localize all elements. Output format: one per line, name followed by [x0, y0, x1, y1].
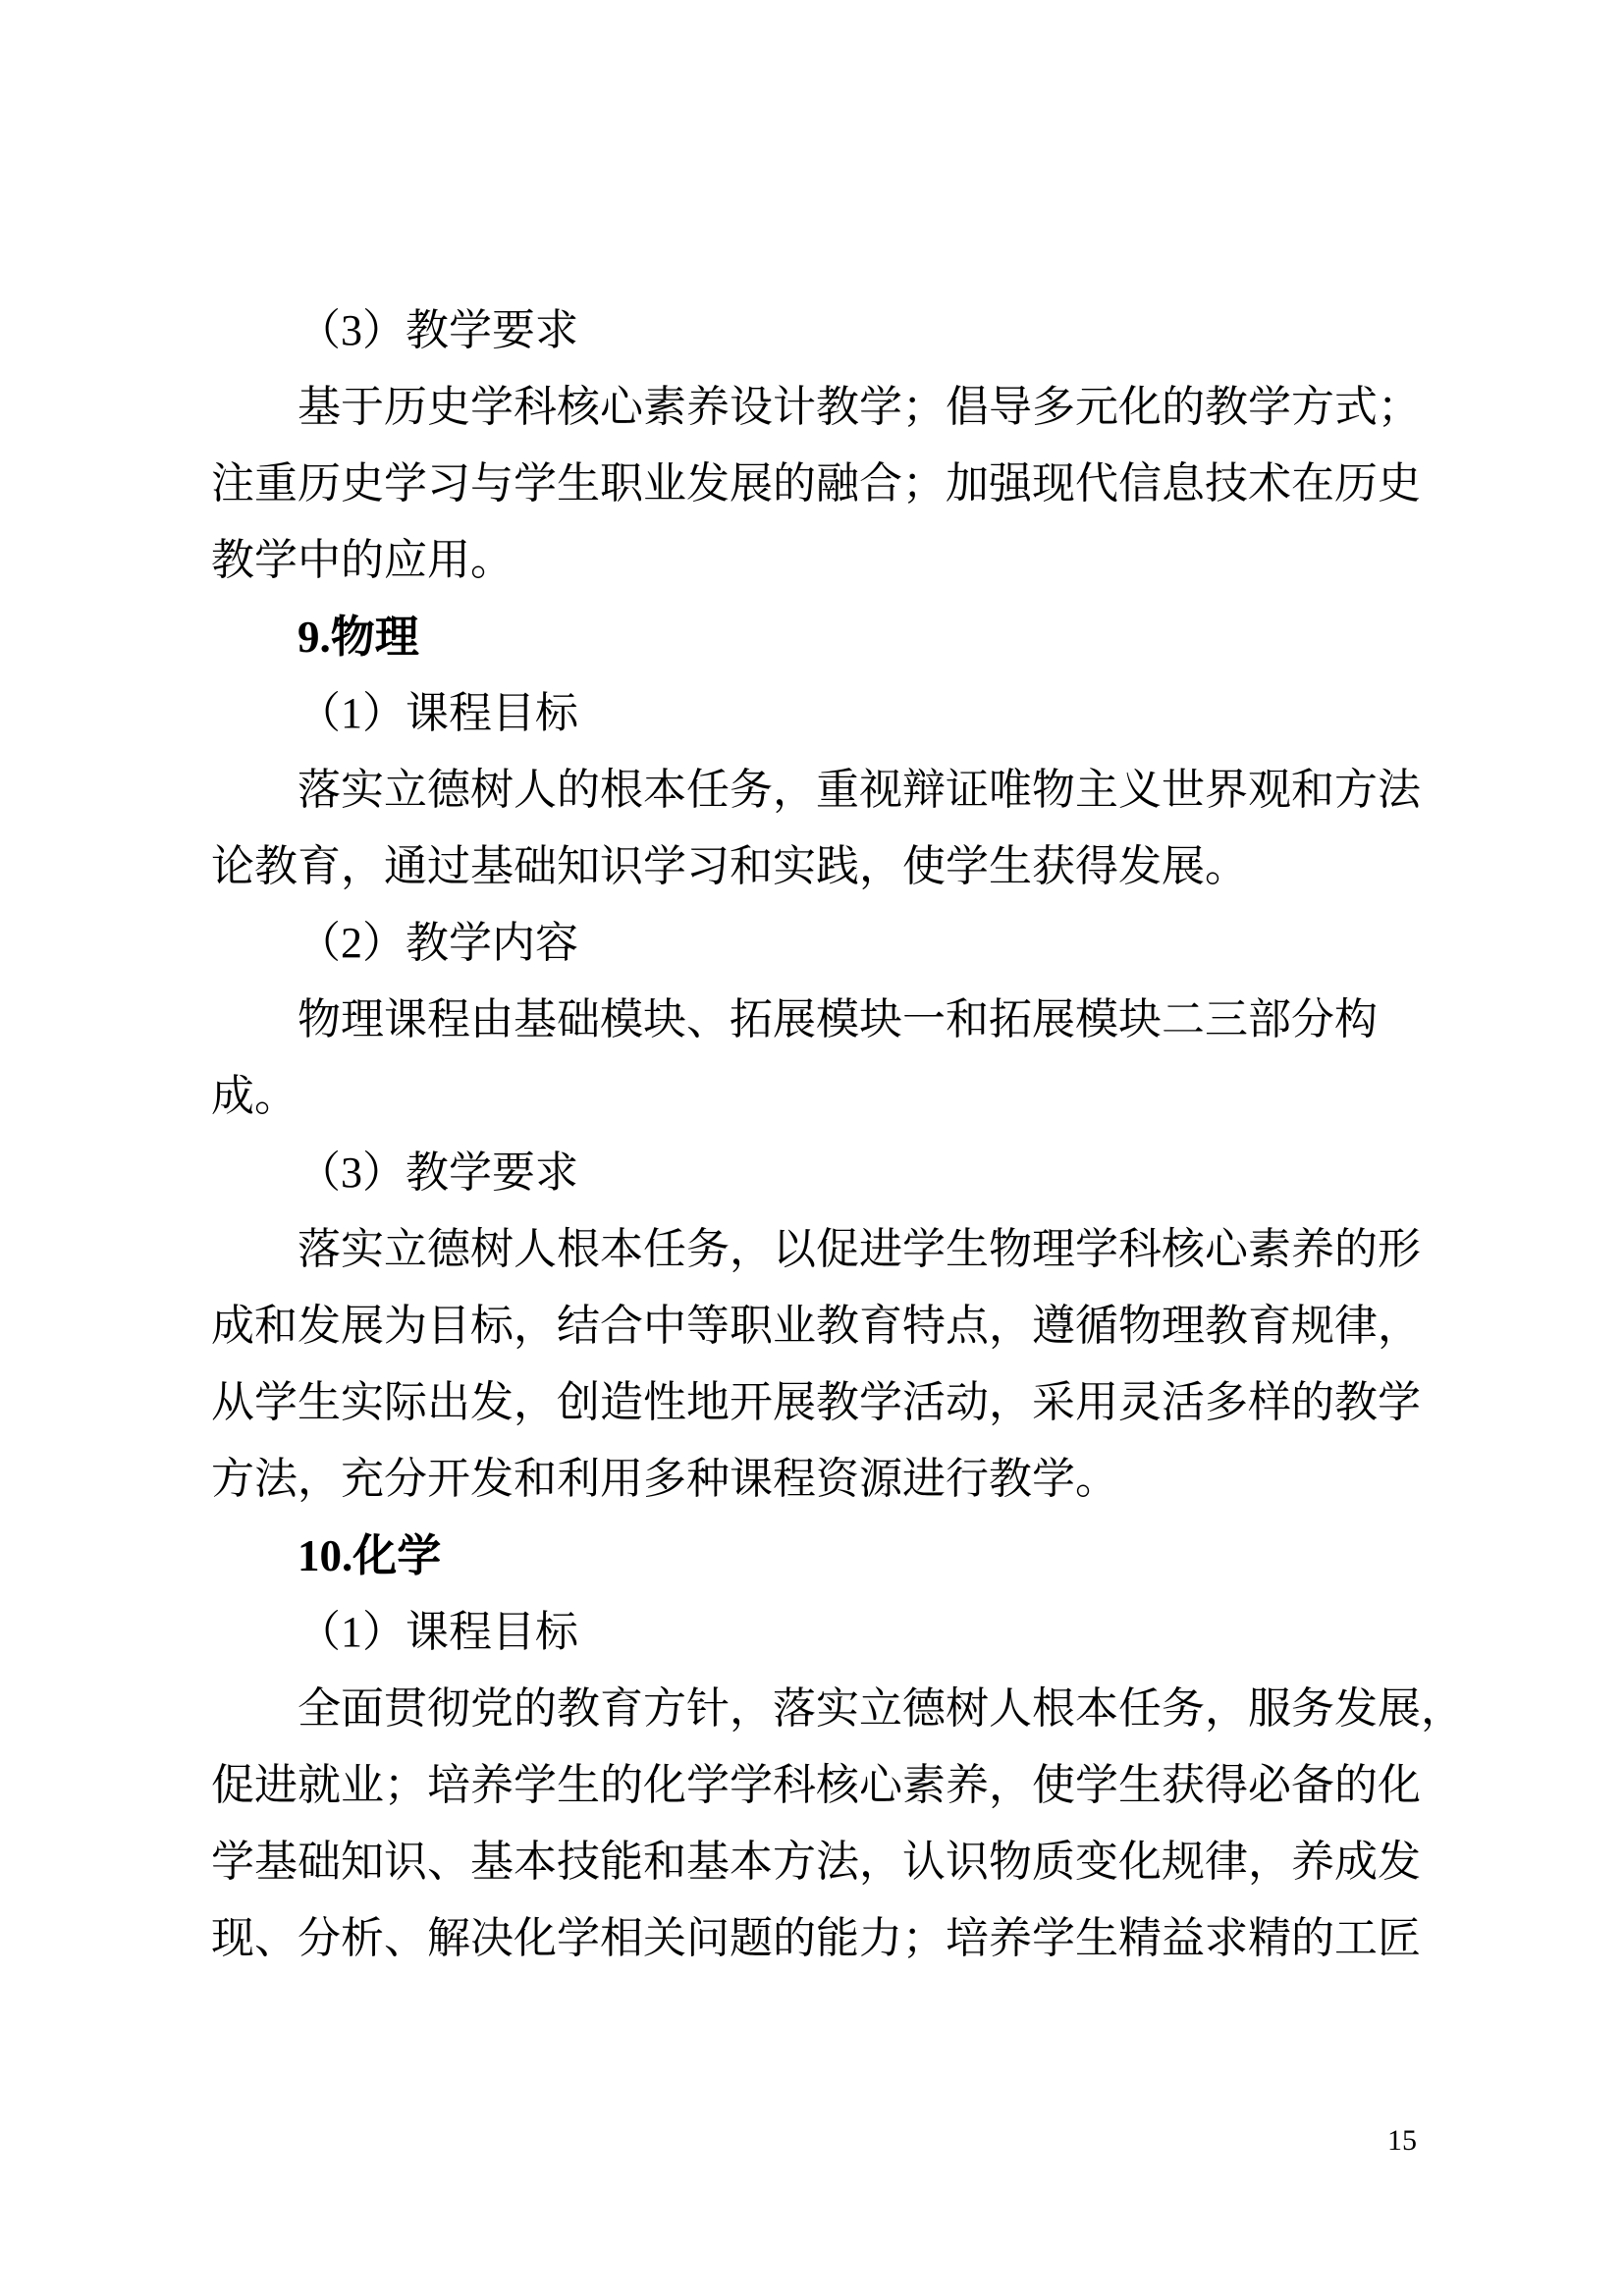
doc-line: 促进就业；培养学生的化学学科核心素养，使学生获得必备的化	[211, 1761, 1421, 1809]
doc-line: 教学中的应用。	[211, 536, 514, 584]
doc-line: 现、分析、解决化学相关问题的能力；培养学生精益求精的工匠	[211, 1914, 1421, 1962]
doc-line: 注重历史学习与学生职业发展的融合；加强现代信息技术在历史	[211, 459, 1421, 507]
subheading-teaching-requirements: （3）教学要求	[298, 1148, 578, 1197]
doc-line: 成。	[211, 1072, 298, 1120]
doc-line: 从学生实际出发，创造性地开展教学活动，采用灵活多样的教学	[211, 1378, 1421, 1426]
doc-line: 落实立德树人根本任务，以促进学生物理学科核心素养的形	[298, 1225, 1421, 1273]
heading-10-chemistry: 10.化学	[298, 1531, 442, 1580]
doc-line: 全面贯彻党的教育方针，落实立德树人根本任务，服务发展，	[298, 1684, 1464, 1733]
doc-line: 基于历史学科核心素养设计教学；倡导多元化的教学方式；	[298, 383, 1421, 431]
doc-line: 方法，充分开发和利用多种课程资源进行教学。	[211, 1455, 1118, 1503]
doc-line: 落实立德树人的根本任务，重视辩证唯物主义世界观和方法	[298, 766, 1421, 814]
doc-line: 成和发展为目标，结合中等职业教育特点，遵循物理教育规律，	[211, 1302, 1421, 1350]
subheading-teaching-requirements: （3）教学要求	[298, 306, 578, 354]
doc-line: 学基础知识、基本技能和基本方法，认识物质变化规律，养成发	[211, 1838, 1421, 1886]
doc-line: 物理课程由基础模块、拓展模块一和拓展模块二三部分构	[298, 995, 1378, 1043]
text-block	[211, 293, 1464, 1977]
heading-9-physics: 9.物理	[298, 613, 419, 662]
doc-line: 论教育，通过基础知识学习和实践，使学生获得发展。	[211, 842, 1248, 890]
page-number: 15	[1387, 2124, 1417, 2157]
subheading-course-objectives: （1）课程目标	[298, 1608, 578, 1656]
subheading-teaching-content: （2）教学内容	[298, 919, 578, 967]
subheading-course-objectives: （1）课程目标	[298, 689, 578, 737]
